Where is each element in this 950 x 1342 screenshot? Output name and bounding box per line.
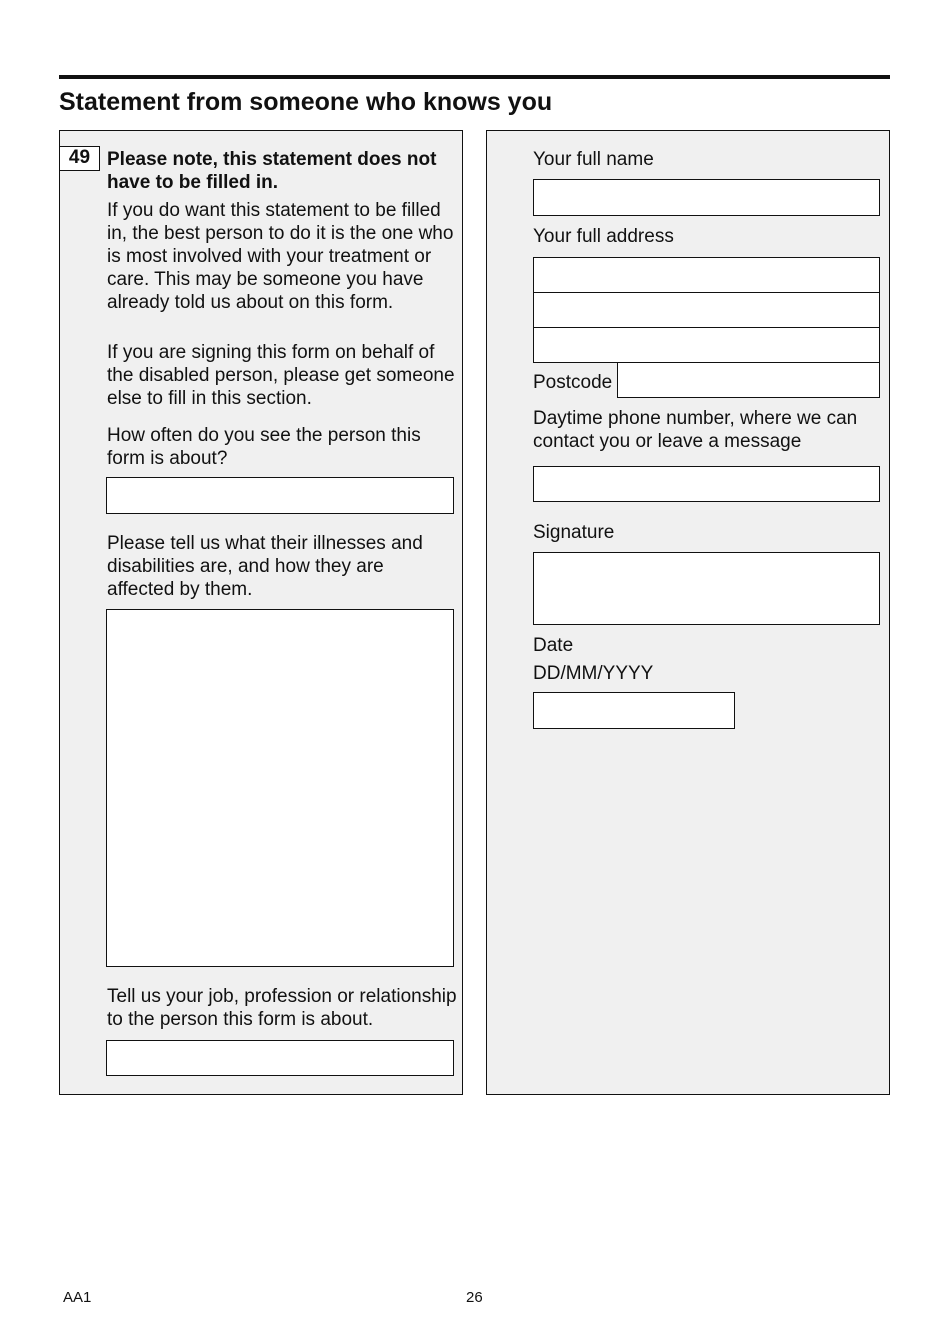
note-text: Please note, this statement does not have to be filled in. <box>107 149 437 193</box>
date-format-hint: DD/MM/YYYY <box>533 663 654 684</box>
signature-box[interactable] <box>533 552 880 625</box>
page-title: Statement from someone who knows you <box>59 88 553 116</box>
illnesses-textarea[interactable] <box>106 609 454 967</box>
illnesses-label: Please tell us what their illnesses and disabilities are, and how they are affected by them. <box>107 533 423 600</box>
full-name-label: Your full name <box>533 149 654 170</box>
address-line-2-input[interactable] <box>533 292 880 328</box>
top-rule <box>59 75 890 79</box>
full-name-input[interactable] <box>533 179 880 216</box>
instructions-paragraph: If you do want this statement to be filled in, the best person to do it is the one who is most involved with your treatment or care. This may be someone you have already told us about on this form. <box>107 200 454 313</box>
date-label: Date <box>533 635 574 656</box>
phone-label: Daytime phone number, where we can contact you or leave a message <box>533 408 858 452</box>
address-line-3-input[interactable] <box>533 327 880 363</box>
job-input[interactable] <box>106 1040 454 1076</box>
signature-label: Signature <box>533 522 615 543</box>
footer-form-code: AA1 <box>63 1289 92 1306</box>
date-input[interactable] <box>533 692 735 729</box>
address-line-1-input[interactable] <box>533 257 880 293</box>
job-label: Tell us your job, profession or relationship to the person this form is about. <box>107 986 457 1030</box>
how-often-input[interactable] <box>106 477 454 514</box>
postcode-label: Postcode <box>533 372 613 393</box>
page-number: 26 <box>466 1289 483 1306</box>
question-number: 49 <box>59 146 100 171</box>
how-often-label: How often do you see the person this form is about? <box>107 425 421 469</box>
full-address-label: Your full address <box>533 226 674 247</box>
postcode-input[interactable] <box>617 362 880 398</box>
behalf-paragraph: If you are signing this form on behalf of the disabled person, please get someone else to fill in this section. <box>107 342 455 409</box>
phone-input[interactable] <box>533 466 880 502</box>
